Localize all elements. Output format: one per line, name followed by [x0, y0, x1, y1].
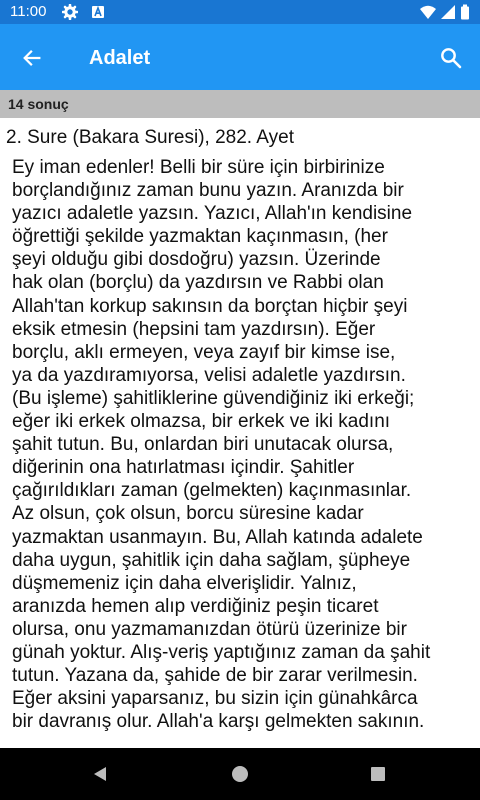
- nav-home-button[interactable]: [220, 758, 260, 790]
- navigation-bar: [0, 748, 480, 800]
- verse-line: ya da yazdıramıyorsa, velisi adaletle yazdırsın.: [12, 364, 406, 386]
- search-button[interactable]: [432, 39, 470, 77]
- verse-text: [12, 156, 476, 733]
- verse-line: Eğer aksini yaparsanız, bu sizin için günahkârca: [12, 688, 418, 710]
- battery-icon: [460, 4, 470, 20]
- verse-line: olursa, onu yazmamanızdan ötürü üzerinize bir: [12, 618, 407, 640]
- verse-line: borçlu, aklı ermeyen, veya zayıf bir kimse ise,: [12, 341, 396, 363]
- verse-line: yazıcı adaletle yazsın. Yazıcı, Allah'ın kendisine: [12, 203, 413, 225]
- verse-line: çağırıldıkları zaman (gelmekten) kaçınmasınlar.: [12, 480, 412, 502]
- verse-line: günah yoktur. Alış-veriş yaptığınız zaman da şahit: [12, 641, 431, 663]
- search-icon: [439, 46, 463, 70]
- a-box-icon: [90, 4, 106, 20]
- nav-recents-button[interactable]: [358, 758, 398, 790]
- verse-line: şeyi olduğu gibi dosdoğru) yazsın. Üzerinde: [12, 249, 381, 271]
- result-count: 14 sonuç: [8, 96, 69, 112]
- status-time: 11:00: [10, 3, 47, 20]
- result-count-bar: [0, 90, 480, 118]
- arrow-left-icon: [21, 47, 43, 69]
- verse-line: Allah'tan korkup sakınsın da borçtan hiçbir şeyi: [12, 295, 408, 317]
- page-title: Adalet: [89, 47, 151, 69]
- nav-back-button[interactable]: [80, 758, 120, 790]
- app-bar: [0, 24, 480, 90]
- verse-line: düşmemeniz için daha elverişlidir. Yalnız,: [12, 572, 357, 594]
- verse-line: hak olan (borçlu) da yazdırsın ve Rabbi olan: [12, 272, 384, 294]
- verse-content[interactable]: [0, 118, 480, 748]
- verse-line: Ey iman edenler! Belli bir süre için birbirinize: [12, 157, 385, 178]
- verse-line: diğerinin ona hatırlatması içindir. Şahitler: [12, 457, 355, 479]
- verse-line: eksik etmesin (hepsini tam yazdırsın). Eğer: [12, 318, 376, 340]
- verse-line: daha uygun, şahitlik için daha sağlam, şüpheye: [12, 549, 411, 571]
- status-bar: [0, 0, 480, 24]
- verse-line: (Bu işleme) şahitliklerine güvendiğiniz iki erkeği;: [12, 387, 415, 409]
- verse-line: borçlandığınız zaman bunu yazın. Aranızda bir: [12, 180, 404, 202]
- recents-square-icon: [369, 765, 387, 783]
- wifi-icon: [420, 4, 436, 20]
- verse-line: Az olsun, çok olsun, borcu süresine kadar: [12, 503, 364, 525]
- verse-line: aranızda hemen alıp verdiğiniz peşin ticaret: [12, 595, 379, 617]
- back-triangle-icon: [91, 765, 109, 783]
- verse-line: yazmaktan usanmayın. Bu, Allah katında adalete: [12, 526, 423, 548]
- signal-icon: [440, 4, 456, 20]
- gear-icon: [62, 4, 78, 20]
- home-circle-icon: [231, 765, 249, 783]
- verse-line: şahit tutun. Bu, onlardan biri unutacak olursa,: [12, 434, 394, 456]
- verse-reference: 2. Sure (Bakara Suresi), 282. Ayet: [6, 127, 294, 148]
- verse-line: eğer iki erkek olmazsa, bir erkek ve iki kadını: [12, 411, 391, 433]
- verse-line: bir davranış olur. Allah'a karşı gelmekten sakının.: [12, 711, 425, 733]
- verse-line: öğrettiği şekilde yazmaktan kaçınmasın, (her: [12, 226, 388, 248]
- verse-line: tutun. Yazana da, şahide de bir zarar verilmesin.: [12, 665, 418, 687]
- back-button[interactable]: [14, 40, 50, 76]
